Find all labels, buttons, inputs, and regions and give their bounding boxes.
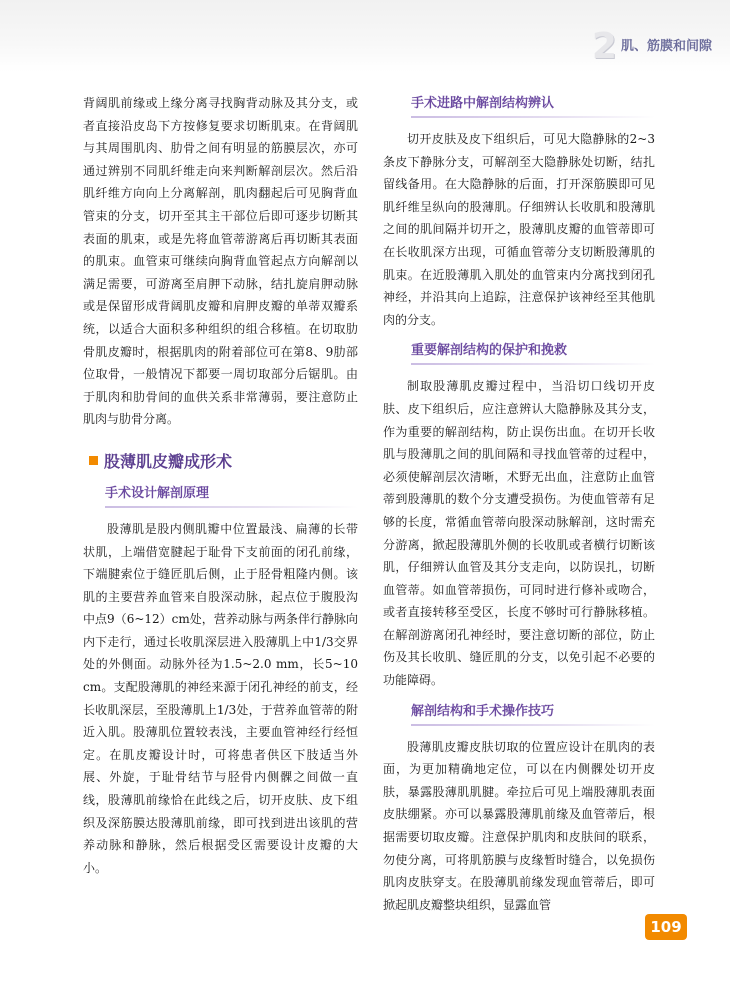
section-heading <box>89 449 358 472</box>
page-header <box>0 0 730 72</box>
chapter-mark <box>591 26 712 67</box>
structure-identification-paragraph: 切开皮肤及皮下组织后，可见大隐静脉的2~3条皮下静脉分支，可解剖至大隐静脉处切断，结扎留线备用。在大隐静脉的后面，打开深筋膜即可见肌纤维呈纵向的股薄肌。仔细辨认长收肌和股薄肌之间的肌间隔并切开之，股薄肌皮瓣的血管蒂即可在长收肌深方出现，可循血管蒂分支切断股薄肌的肌束。在近股薄肌入肌处的血管束内分离找到闭孔神经，并沿其向上追踪，注意保护该神经至其他肌肉的分支。 <box>383 132 655 327</box>
operation-techniques-paragraph: 股薄肌皮瓣皮肤切取的位置应设计在肌肉的表面，为更加精确地定位，可以在内侧髁处切开皮肤，暴露股薄肌肌腱。牵拉后可见上端股薄肌表面皮肤绷紧。亦可以暴露股薄肌前缘及血管蒂后，根据需要切取皮瓣。注意保护肌肉和皮肤间的联系，勿使分离，可将肌筋膜与皮缘暂时缝合，以免损伤肌肉皮肤穿支。在股薄肌前缘发现血管蒂后，即可掀起肌皮瓣整块组织，显露血管 <box>383 739 655 912</box>
structure-protection-paragraph: 制取股薄肌皮瓣过程中，当沿切口线切开皮肤、皮下组织后，应注意辨认大隐静脉及其分支，作为重要的解剖结构，防止误伤出血。在切开长收肌与股薄肌之间的肌间隔和寻找血管蒂的过程中，必须使解剖层次清晰，术野无出血，注意防止血管蒂到股薄肌的数个分支遭受损伤。为使血管蒂有足够的长度，常循血管蒂向股深动脉解剖，这时需充分游离，掀起股薄肌外侧的长收肌或者横行切断该肌，仔细辨认血管及其分支走向，以防误扎，切断血管蒂。如血管蒂损伤，可同时进行修补或吻合，或者直接转移至受区，长度不够时可行静脉移植。在解剖游离闭孔神经时，要注意切断的部位，防止伤及其长收肌、缝匠肌的分支，以免引起不必要的功能障碍。 <box>383 379 655 688</box>
left-column <box>83 92 358 879</box>
chapter-title: 肌、筋膜和间隙 <box>620 39 712 54</box>
page-number: 109 <box>645 914 687 940</box>
section-title: 股薄肌皮瓣成形术 <box>104 451 233 471</box>
design-principle-paragraph: 股薄肌是股内侧肌瓣中位置最浅、扁薄的长带状肌，上端借宽腱起于耻骨下支前面的闭孔前缘，下端腱索位于缝匠肌后侧，止于胫骨粗隆内侧。该肌的主要营养血管来自股深动脉，起点位于腹股沟中点9（6~12）cm处，营养动脉与两条伴行静脉向内下走行，通过长收肌深层进入股薄肌上中1/3交界处的外侧面。动脉外径为1.5~2.0 mm，长5~10 cm。支配股薄肌的神经来源于闭孔神经的前支，经长收肌深层，至股薄肌上1/3处，于营养血管蒂的附近入肌。股薄肌位置较表浅，主要血管神经行经恒定。在肌皮瓣设计时，可将患者供区下肢适当外展、外旋，于耻骨结节与胫骨内侧髁之间做一直线，股薄肌前缘恰在此线之后，切开皮肤、皮下组织及深筋膜达股薄肌前缘，即可找到进出该肌的营养动脉和静脉，然后根据受区需要设计皮瓣的大小。 <box>83 521 358 875</box>
square-bullet-icon <box>89 456 98 465</box>
intro-paragraph: 背阔肌前缘或上缘分离寻找胸背动脉及其分支，或者直接沿皮岛下方按修复要求切断肌束。在背阔肌与其周围肌肉、肋骨之间有明显的筋膜层次，亦可通过辨别不同肌纤维走向来判断解剖层次。然后沿肌纤维方向向上分离解剖，肌肉翻起后可见胸背血管束的分支，切开至其主干部位后即可逐步切断其表面的肌束，或是先将血管蒂游离后再切断其表面的肌束。血管束可继续向胸背血管起点方向解剖以满足需要，可游离至肩胛下动脉，结扎旋肩胛动脉或是保留形成背阔肌皮瓣和肩胛皮瓣的单蒂双瓣系统，以适合大面积多种组织的组合移植。在切取肋骨肌皮瓣时，根据肌肉的附着部位可在第8、9肋部位取骨，一般情况下都要一周切取部分后锯肌。由于肌肉和肋骨间的血供关系非常薄弱，要注意防止肌肉与肋骨分离。 <box>83 96 358 427</box>
subheading-structure-protection: 重要解剖结构的保护和挽救 <box>411 339 655 365</box>
subheading-structure-identification: 手术进路中解剖结构辨认 <box>411 92 655 118</box>
subheading-operation-techniques: 解剖结构和手术操作技巧 <box>411 700 655 726</box>
right-column <box>383 92 655 916</box>
chapter-number: 2 <box>591 26 617 67</box>
subheading-design-principle: 手术设计解剖原理 <box>105 482 358 508</box>
